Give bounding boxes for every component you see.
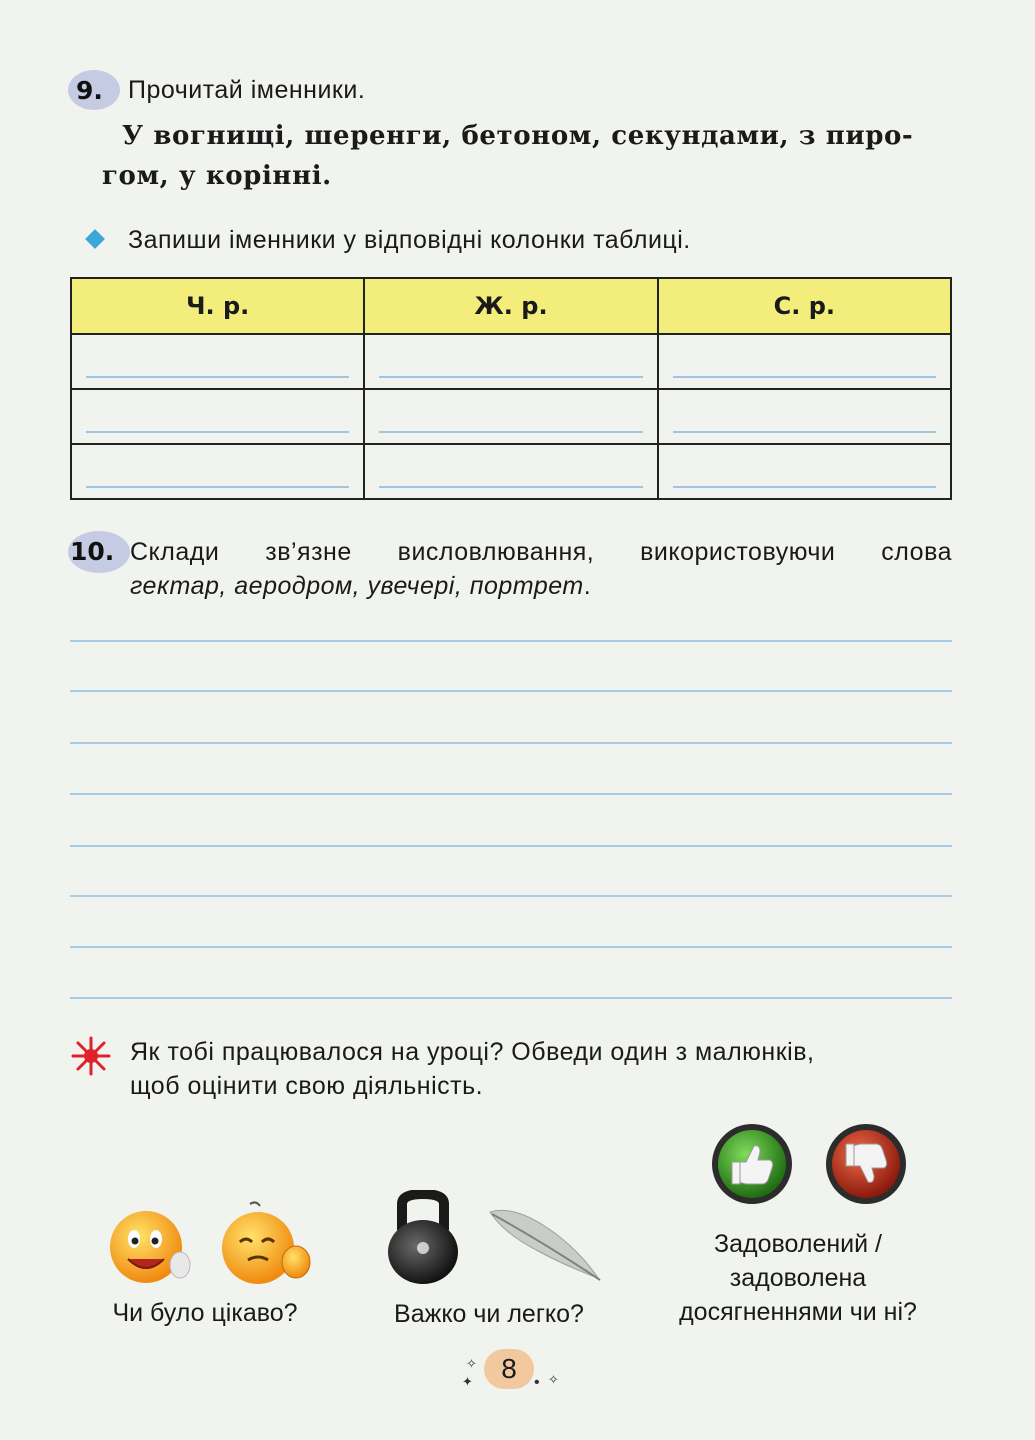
header-neuter: С. р. [658, 278, 951, 334]
writing-line[interactable] [70, 640, 952, 642]
thumbs-down-icon[interactable] [824, 1122, 908, 1206]
red-star-icon [70, 1035, 112, 1077]
table-cell[interactable] [658, 389, 951, 444]
sparkle-icon: ✧ [548, 1372, 559, 1387]
writing-line[interactable] [70, 895, 952, 897]
task-10-instruction-line-2: гектар, аеродром, увечері, портрет. [130, 572, 592, 600]
sparkle-icon: ✦ [462, 1374, 473, 1389]
reflection-line-1: Як тобі працювалося на уроці? Обведи один з малюнків, [130, 1038, 815, 1066]
smiling-face-icon[interactable] [104, 1207, 194, 1287]
table-cell[interactable] [71, 334, 364, 389]
header-masculine: Ч. р. [71, 278, 364, 334]
diamond-bullet-icon [85, 229, 105, 249]
task-10-words: гектар, аеродром, увечері, портрет [130, 572, 584, 600]
sparkle-icon: ✧ [466, 1356, 477, 1371]
sparkle-icon: • [534, 1374, 540, 1391]
kettlebell-icon[interactable] [386, 1190, 460, 1288]
table-cell[interactable] [658, 444, 951, 499]
writing-line[interactable] [70, 997, 952, 999]
feather-icon[interactable] [486, 1204, 604, 1284]
writing-line[interactable] [70, 793, 952, 795]
writing-line[interactable] [70, 845, 952, 847]
header-feminine: Ж. р. [364, 278, 657, 334]
task-9-instruction: Прочитай іменники. [128, 76, 366, 104]
table-cell[interactable] [71, 444, 364, 499]
task-9-words-line-2: гом, у корінні. [102, 161, 332, 191]
task-10-number: 10. [70, 537, 114, 566]
table-cell[interactable] [71, 389, 364, 444]
writing-line[interactable] [70, 742, 952, 744]
table-cell[interactable] [364, 334, 657, 389]
table-cell[interactable] [364, 389, 657, 444]
thumbs-up-icon[interactable] [710, 1122, 794, 1206]
writing-line[interactable] [70, 946, 952, 948]
caption-difficulty: Важко чи легко? [394, 1300, 584, 1328]
caption-interesting: Чи було цікаво? [112, 1299, 298, 1327]
table-cell[interactable] [658, 334, 951, 389]
writing-line[interactable] [70, 690, 952, 692]
task-9-number: 9. [76, 76, 103, 105]
table-row [71, 444, 951, 499]
task-9-words-line-1: У вогнищі, шеренги, бетоном, секундами, з пиро- [122, 121, 914, 151]
page-number: 8 [484, 1349, 534, 1389]
reflection-line-2: щоб оцінити свою діяльність. [130, 1072, 484, 1100]
table-row [71, 334, 951, 389]
task-9-subtask: Запиши іменники у відповідні колонки таблиці. [128, 226, 691, 254]
table-cell[interactable] [364, 444, 657, 499]
sleepy-face-icon[interactable] [214, 1200, 316, 1288]
caption-satisfied: Задоволений / задоволена досягненнями чи ні? [679, 1230, 917, 1326]
task-10-instruction-line-1: Склади зв’язне висловлювання, використовуючи слова [130, 538, 952, 566]
gender-table [70, 277, 952, 500]
table-row [71, 389, 951, 444]
task-9-words [102, 116, 952, 196]
